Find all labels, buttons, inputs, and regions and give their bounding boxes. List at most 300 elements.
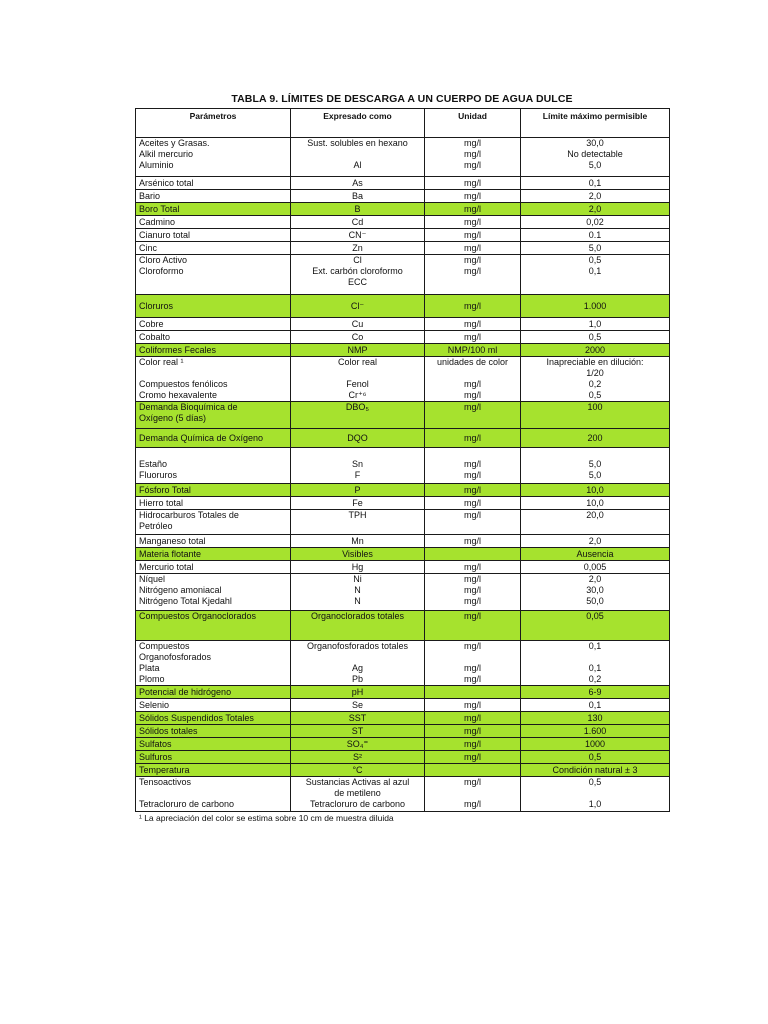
expressed-as-cell xyxy=(291,402,425,429)
cell-line: 0,1 xyxy=(588,663,602,673)
cell-line xyxy=(294,448,421,459)
cell-line: Sulfatos xyxy=(139,738,172,749)
cell-line: Tensoactivos xyxy=(139,777,192,787)
expressed-as-cell xyxy=(291,138,425,177)
parameter-cell xyxy=(136,484,291,497)
cell-line: Ausencia xyxy=(576,548,614,559)
cell-line: mg/l xyxy=(463,216,481,227)
parameter-cell xyxy=(136,510,291,535)
parameter-cell xyxy=(136,738,291,751)
limit-cell xyxy=(521,574,670,611)
limit-cell xyxy=(521,764,670,777)
cell-line xyxy=(294,622,421,633)
cell-line: mg/l xyxy=(463,149,481,159)
cell-line: Cl xyxy=(353,255,362,265)
expressed-as-cell xyxy=(291,725,425,738)
cell-line: Ag xyxy=(351,663,363,673)
parameter-cell xyxy=(136,229,291,242)
header-unidad: Unidad xyxy=(425,109,521,138)
cell-line: Cadmino xyxy=(139,216,176,227)
cell-line: 0,005 xyxy=(583,561,607,572)
cell-line: DBO₅ xyxy=(345,402,370,412)
limit-cell xyxy=(521,229,670,242)
table-row xyxy=(136,641,670,686)
cell-line: mg/l xyxy=(463,799,481,809)
parameter-cell xyxy=(136,777,291,812)
cell-line xyxy=(428,788,517,799)
cell-line: Cd xyxy=(351,216,364,227)
cell-line: 1,0 xyxy=(588,318,602,329)
cell-line: mg/l xyxy=(463,535,481,546)
cell-line: 0,5 xyxy=(588,751,602,762)
limit-cell xyxy=(521,177,670,190)
expressed-as-cell xyxy=(291,751,425,764)
parameter-cell xyxy=(136,641,291,686)
cell-line: pH xyxy=(351,686,364,697)
cell-line: mg/l xyxy=(463,777,481,787)
cell-line: mg/l xyxy=(463,510,481,520)
cell-line xyxy=(428,277,517,288)
cell-line: mg/l xyxy=(463,432,481,443)
cell-line: mg/l xyxy=(463,138,481,148)
unit-cell xyxy=(425,331,521,344)
cell-line: Demanda Bioquímica de xyxy=(139,402,238,412)
table-header-row xyxy=(136,109,670,138)
limit-cell xyxy=(521,561,670,574)
parameter-cell xyxy=(136,242,291,255)
expressed-as-cell xyxy=(291,611,425,641)
cell-line: 1000 xyxy=(584,738,606,749)
cell-line: 0,5 xyxy=(588,331,602,342)
cell-line: 0,5 xyxy=(588,777,602,787)
cell-line: Hierro total xyxy=(139,497,184,508)
cell-line xyxy=(428,549,517,560)
cell-line: Sólidos totales xyxy=(139,725,198,736)
cell-line: Ni xyxy=(353,574,362,584)
expressed-as-cell xyxy=(291,216,425,229)
parameter-cell xyxy=(136,295,291,318)
cell-line: 2,0 xyxy=(588,535,602,546)
cell-line: F xyxy=(354,470,361,480)
cell-line: 0,2 xyxy=(588,379,602,389)
limit-cell xyxy=(521,216,670,229)
unit-cell xyxy=(425,357,521,402)
unit-cell xyxy=(425,448,521,484)
unit-cell xyxy=(425,777,521,812)
cell-line: Sulfuros xyxy=(139,751,173,762)
cell-line xyxy=(139,277,287,288)
cell-line: Organoclorados totales xyxy=(310,611,405,621)
cell-line: mg/l xyxy=(463,379,481,389)
expressed-as-cell xyxy=(291,699,425,712)
cell-line: mg/l xyxy=(463,177,481,188)
unit-cell xyxy=(425,429,521,448)
expressed-as-cell xyxy=(291,177,425,190)
parameter-cell xyxy=(136,448,291,484)
cell-line: Nitrógeno Total Kjedahl xyxy=(139,596,232,606)
parameter-cell xyxy=(136,535,291,548)
cell-line: Plomo xyxy=(139,674,165,684)
cell-line: 6-9 xyxy=(588,686,602,697)
unit-cell xyxy=(425,242,521,255)
limit-cell xyxy=(521,138,670,177)
cell-line: Cloroformo xyxy=(139,266,184,276)
cell-line: 1,0 xyxy=(588,799,602,809)
cell-line: 2,0 xyxy=(588,203,602,214)
limit-cell xyxy=(521,548,670,561)
cell-line: Cu xyxy=(351,318,364,329)
table-row xyxy=(136,318,670,331)
cell-line: Pb xyxy=(351,674,363,684)
parameter-cell xyxy=(136,344,291,357)
cell-line: mg/l xyxy=(463,699,481,710)
cell-line: unidades de color xyxy=(436,357,509,367)
cell-line: mg/l xyxy=(463,402,481,412)
limit-cell xyxy=(521,641,670,686)
table-row xyxy=(136,484,670,497)
expressed-as-cell xyxy=(291,295,425,318)
limit-cell xyxy=(521,255,670,295)
cell-line: mg/l xyxy=(463,641,481,651)
expressed-as-cell xyxy=(291,764,425,777)
cell-line xyxy=(428,687,517,698)
parameter-cell xyxy=(136,548,291,561)
cell-line: Selenio xyxy=(139,699,170,710)
table-row xyxy=(136,510,670,535)
unit-cell xyxy=(425,641,521,686)
limit-cell xyxy=(521,535,670,548)
cell-line xyxy=(524,448,666,459)
cell-line: Mercurio total xyxy=(139,561,194,572)
limit-cell xyxy=(521,295,670,318)
cell-line: Inapreciable en dilución: xyxy=(546,357,644,367)
parameter-cell xyxy=(136,725,291,738)
parameter-cell xyxy=(136,402,291,429)
unit-cell xyxy=(425,738,521,751)
cell-line: Fenol xyxy=(346,379,369,389)
unit-cell xyxy=(425,402,521,429)
expressed-as-cell xyxy=(291,448,425,484)
unit-cell xyxy=(425,484,521,497)
cell-line xyxy=(428,521,517,532)
cell-line: N xyxy=(354,596,361,606)
unit-cell xyxy=(425,255,521,295)
table-row xyxy=(136,242,670,255)
unit-cell xyxy=(425,190,521,203)
cell-line: 1.000 xyxy=(583,300,607,311)
cell-line: Color real ¹ xyxy=(139,357,184,367)
limit-cell xyxy=(521,686,670,699)
cell-line: mg/l xyxy=(463,497,481,508)
unit-cell xyxy=(425,535,521,548)
table-row xyxy=(136,203,670,216)
expressed-as-cell xyxy=(291,190,425,203)
unit-cell xyxy=(425,295,521,318)
table-title: TABLA 9. LÍMITES DE DESCARGA A UN CUERPO DE AGUA DULCE xyxy=(231,93,573,105)
cell-line: mg/l xyxy=(463,484,481,495)
cell-line: Zn xyxy=(352,242,363,253)
table-row xyxy=(136,497,670,510)
cell-line: Sn xyxy=(351,459,363,469)
limit-cell xyxy=(521,484,670,497)
cell-line: ST xyxy=(351,725,364,736)
cell-line: mg/l xyxy=(463,459,481,469)
cell-line xyxy=(524,521,666,532)
cell-line: Cromo hexavalente xyxy=(139,390,218,400)
parameter-cell xyxy=(136,255,291,295)
cell-line: Materia flotante xyxy=(139,548,202,559)
footnote: ¹ La apreciación del color se estima sobre 10 cm de muestra diluida xyxy=(139,813,394,823)
table-row xyxy=(136,548,670,561)
cell-line: Hg xyxy=(351,561,364,572)
cell-line: Color real xyxy=(337,357,377,367)
cell-line: TPH xyxy=(348,510,367,520)
cell-line: 0,05 xyxy=(586,611,604,621)
cell-line: Fe xyxy=(352,497,363,508)
cell-line: 5,0 xyxy=(588,459,602,469)
cell-line: Cl⁻ xyxy=(350,300,365,311)
cell-line: Hidrocarburos Totales de xyxy=(139,510,239,520)
expressed-as-cell xyxy=(291,535,425,548)
table-body xyxy=(136,138,670,812)
cell-line: mg/l xyxy=(463,160,481,170)
cell-line: S² xyxy=(353,751,362,762)
table-row xyxy=(136,429,670,448)
table-row xyxy=(136,344,670,357)
cell-line: Plata xyxy=(139,663,160,673)
unit-cell xyxy=(425,510,521,535)
cell-line: 10,0 xyxy=(586,497,604,508)
cell-line: DQO xyxy=(347,432,368,443)
cell-line: mg/l xyxy=(463,390,481,400)
cell-line: 130 xyxy=(587,712,603,723)
cell-line: Níquel xyxy=(139,574,166,584)
header-parametros: Parámetros xyxy=(136,109,291,138)
parameter-cell xyxy=(136,699,291,712)
cell-line xyxy=(524,413,666,424)
cell-line: 20,0 xyxy=(586,510,604,520)
cell-line: Al xyxy=(353,160,362,170)
cell-line: Aluminio xyxy=(139,160,174,170)
cell-line: mg/l xyxy=(463,738,481,749)
limit-cell xyxy=(521,751,670,764)
cell-line: mg/l xyxy=(463,574,481,584)
unit-cell xyxy=(425,574,521,611)
cell-line: 0,5 xyxy=(588,390,602,400)
table-row xyxy=(136,725,670,738)
cell-line: 0,5 xyxy=(588,255,602,265)
cell-line xyxy=(524,652,666,663)
cell-line: ECC xyxy=(347,277,367,287)
cell-line: mg/l xyxy=(463,596,481,606)
table-row xyxy=(136,177,670,190)
cell-line: mg/l xyxy=(463,203,481,214)
cell-line: 5,0 xyxy=(588,242,602,253)
cell-line: Aceites y Grasas. xyxy=(139,138,210,148)
cell-line: 0,1 xyxy=(588,177,602,188)
limit-cell xyxy=(521,331,670,344)
unit-cell xyxy=(425,318,521,331)
cell-line: Cinc xyxy=(139,242,158,253)
parameter-cell xyxy=(136,561,291,574)
cell-line: mg/l xyxy=(463,751,481,762)
expressed-as-cell xyxy=(291,548,425,561)
table-row xyxy=(136,216,670,229)
cell-line: As xyxy=(352,177,363,188)
parameter-cell xyxy=(136,138,291,177)
parameter-cell xyxy=(136,497,291,510)
cell-line: 2000 xyxy=(584,344,606,355)
cell-line: SST xyxy=(348,712,367,723)
table-row xyxy=(136,402,670,429)
cell-line: Potencial de hidrógeno xyxy=(139,686,232,697)
table-row xyxy=(136,295,670,318)
table-row xyxy=(136,229,670,242)
cell-line: Tetracloruro de carbono xyxy=(139,799,235,809)
cell-line: Petróleo xyxy=(139,521,173,531)
cell-line: mg/l xyxy=(463,318,481,329)
unit-cell xyxy=(425,548,521,561)
cell-line: mg/l xyxy=(463,585,481,595)
unit-cell xyxy=(425,216,521,229)
expressed-as-cell xyxy=(291,484,425,497)
cell-line xyxy=(524,277,666,288)
cell-line: Compuestos fenólicos xyxy=(139,379,228,389)
cell-line xyxy=(294,652,421,663)
expressed-as-cell xyxy=(291,574,425,611)
cell-line: Co xyxy=(351,331,364,342)
cell-line: 1.600 xyxy=(583,725,607,736)
expressed-as-cell xyxy=(291,344,425,357)
expressed-as-cell xyxy=(291,497,425,510)
cell-line: 2,0 xyxy=(588,574,602,584)
expressed-as-cell xyxy=(291,561,425,574)
unit-cell xyxy=(425,344,521,357)
cell-line: 0,02 xyxy=(586,216,604,227)
cell-line: Nitrógeno amoniacal xyxy=(139,585,222,595)
cell-line: No detectable xyxy=(567,149,623,159)
cell-line: Coliformes Fecales xyxy=(139,344,217,355)
expressed-as-cell xyxy=(291,318,425,331)
limit-cell xyxy=(521,712,670,725)
cell-line: Cloruros xyxy=(139,300,174,311)
cell-line xyxy=(294,368,421,379)
limit-cell xyxy=(521,402,670,429)
limit-cell xyxy=(521,190,670,203)
cell-line: B xyxy=(354,203,361,214)
cell-line xyxy=(524,622,666,633)
cell-line xyxy=(294,413,421,424)
table-row xyxy=(136,611,670,641)
parameter-cell xyxy=(136,764,291,777)
cell-line: 1/20 xyxy=(586,368,604,378)
cell-line: Tetracloruro de carbono xyxy=(309,799,406,809)
parameter-cell xyxy=(136,203,291,216)
limit-cell xyxy=(521,448,670,484)
cell-line xyxy=(428,413,517,424)
cell-line: Sólidos Suspendidos Totales xyxy=(139,712,254,723)
table-row xyxy=(136,357,670,402)
parameter-cell xyxy=(136,751,291,764)
limit-cell xyxy=(521,357,670,402)
cell-line: Fluoruros xyxy=(139,470,178,480)
parameter-cell xyxy=(136,331,291,344)
limit-cell xyxy=(521,242,670,255)
cell-line xyxy=(428,622,517,633)
unit-cell xyxy=(425,764,521,777)
cell-line xyxy=(294,521,421,532)
cell-line: mg/l xyxy=(463,242,481,253)
expressed-as-cell xyxy=(291,429,425,448)
cell-line: 2,0 xyxy=(588,190,602,201)
expressed-as-cell xyxy=(291,777,425,812)
parameter-cell xyxy=(136,190,291,203)
limit-cell xyxy=(521,429,670,448)
table-row xyxy=(136,699,670,712)
unit-cell xyxy=(425,203,521,216)
cell-line: 0,2 xyxy=(588,674,602,684)
expressed-as-cell xyxy=(291,331,425,344)
cell-line xyxy=(428,652,517,663)
document-page xyxy=(135,90,669,824)
limit-cell xyxy=(521,725,670,738)
cell-line xyxy=(139,448,287,459)
cell-line: Ba xyxy=(351,190,363,201)
parameter-cell xyxy=(136,177,291,190)
table-row xyxy=(136,561,670,574)
limit-cell xyxy=(521,497,670,510)
cell-line: Boro Total xyxy=(139,203,180,214)
cell-line: mg/l xyxy=(463,611,481,621)
header-expresado-como: Expresado como xyxy=(291,109,425,138)
parameter-cell xyxy=(136,429,291,448)
cell-line: 0,1 xyxy=(588,699,602,710)
limit-cell xyxy=(521,611,670,641)
cell-line: mg/l xyxy=(463,663,481,673)
discharge-limits-table xyxy=(135,108,670,812)
cell-line: Arsénico total xyxy=(139,177,194,188)
expressed-as-cell xyxy=(291,641,425,686)
cell-line: mg/l xyxy=(463,255,481,265)
cell-line: 0,1 xyxy=(588,641,602,651)
cell-line: mg/l xyxy=(463,331,481,342)
cell-line: de metileno xyxy=(334,788,381,798)
limit-cell xyxy=(521,510,670,535)
cell-line: Organofosforados totales xyxy=(306,641,409,651)
cell-line xyxy=(139,622,287,633)
table-row xyxy=(136,751,670,764)
table-row xyxy=(136,138,670,177)
expressed-as-cell xyxy=(291,242,425,255)
unit-cell xyxy=(425,497,521,510)
cell-line: mg/l xyxy=(463,266,481,276)
table-row xyxy=(136,712,670,725)
limit-cell xyxy=(521,738,670,751)
header-limite-maximo: Límite máximo permisible xyxy=(521,109,670,138)
cell-line: NMP xyxy=(347,344,368,355)
unit-cell xyxy=(425,751,521,764)
table-row xyxy=(136,331,670,344)
cell-line: Cloro Activo xyxy=(139,255,188,265)
cell-line: P xyxy=(354,484,361,495)
unit-cell xyxy=(425,611,521,641)
cell-line xyxy=(428,448,517,459)
cell-line: 30,0 xyxy=(586,585,604,595)
parameter-cell xyxy=(136,216,291,229)
cell-line: Sustancias Activas al azul xyxy=(305,777,410,787)
unit-cell xyxy=(425,686,521,699)
cell-line xyxy=(139,368,287,379)
